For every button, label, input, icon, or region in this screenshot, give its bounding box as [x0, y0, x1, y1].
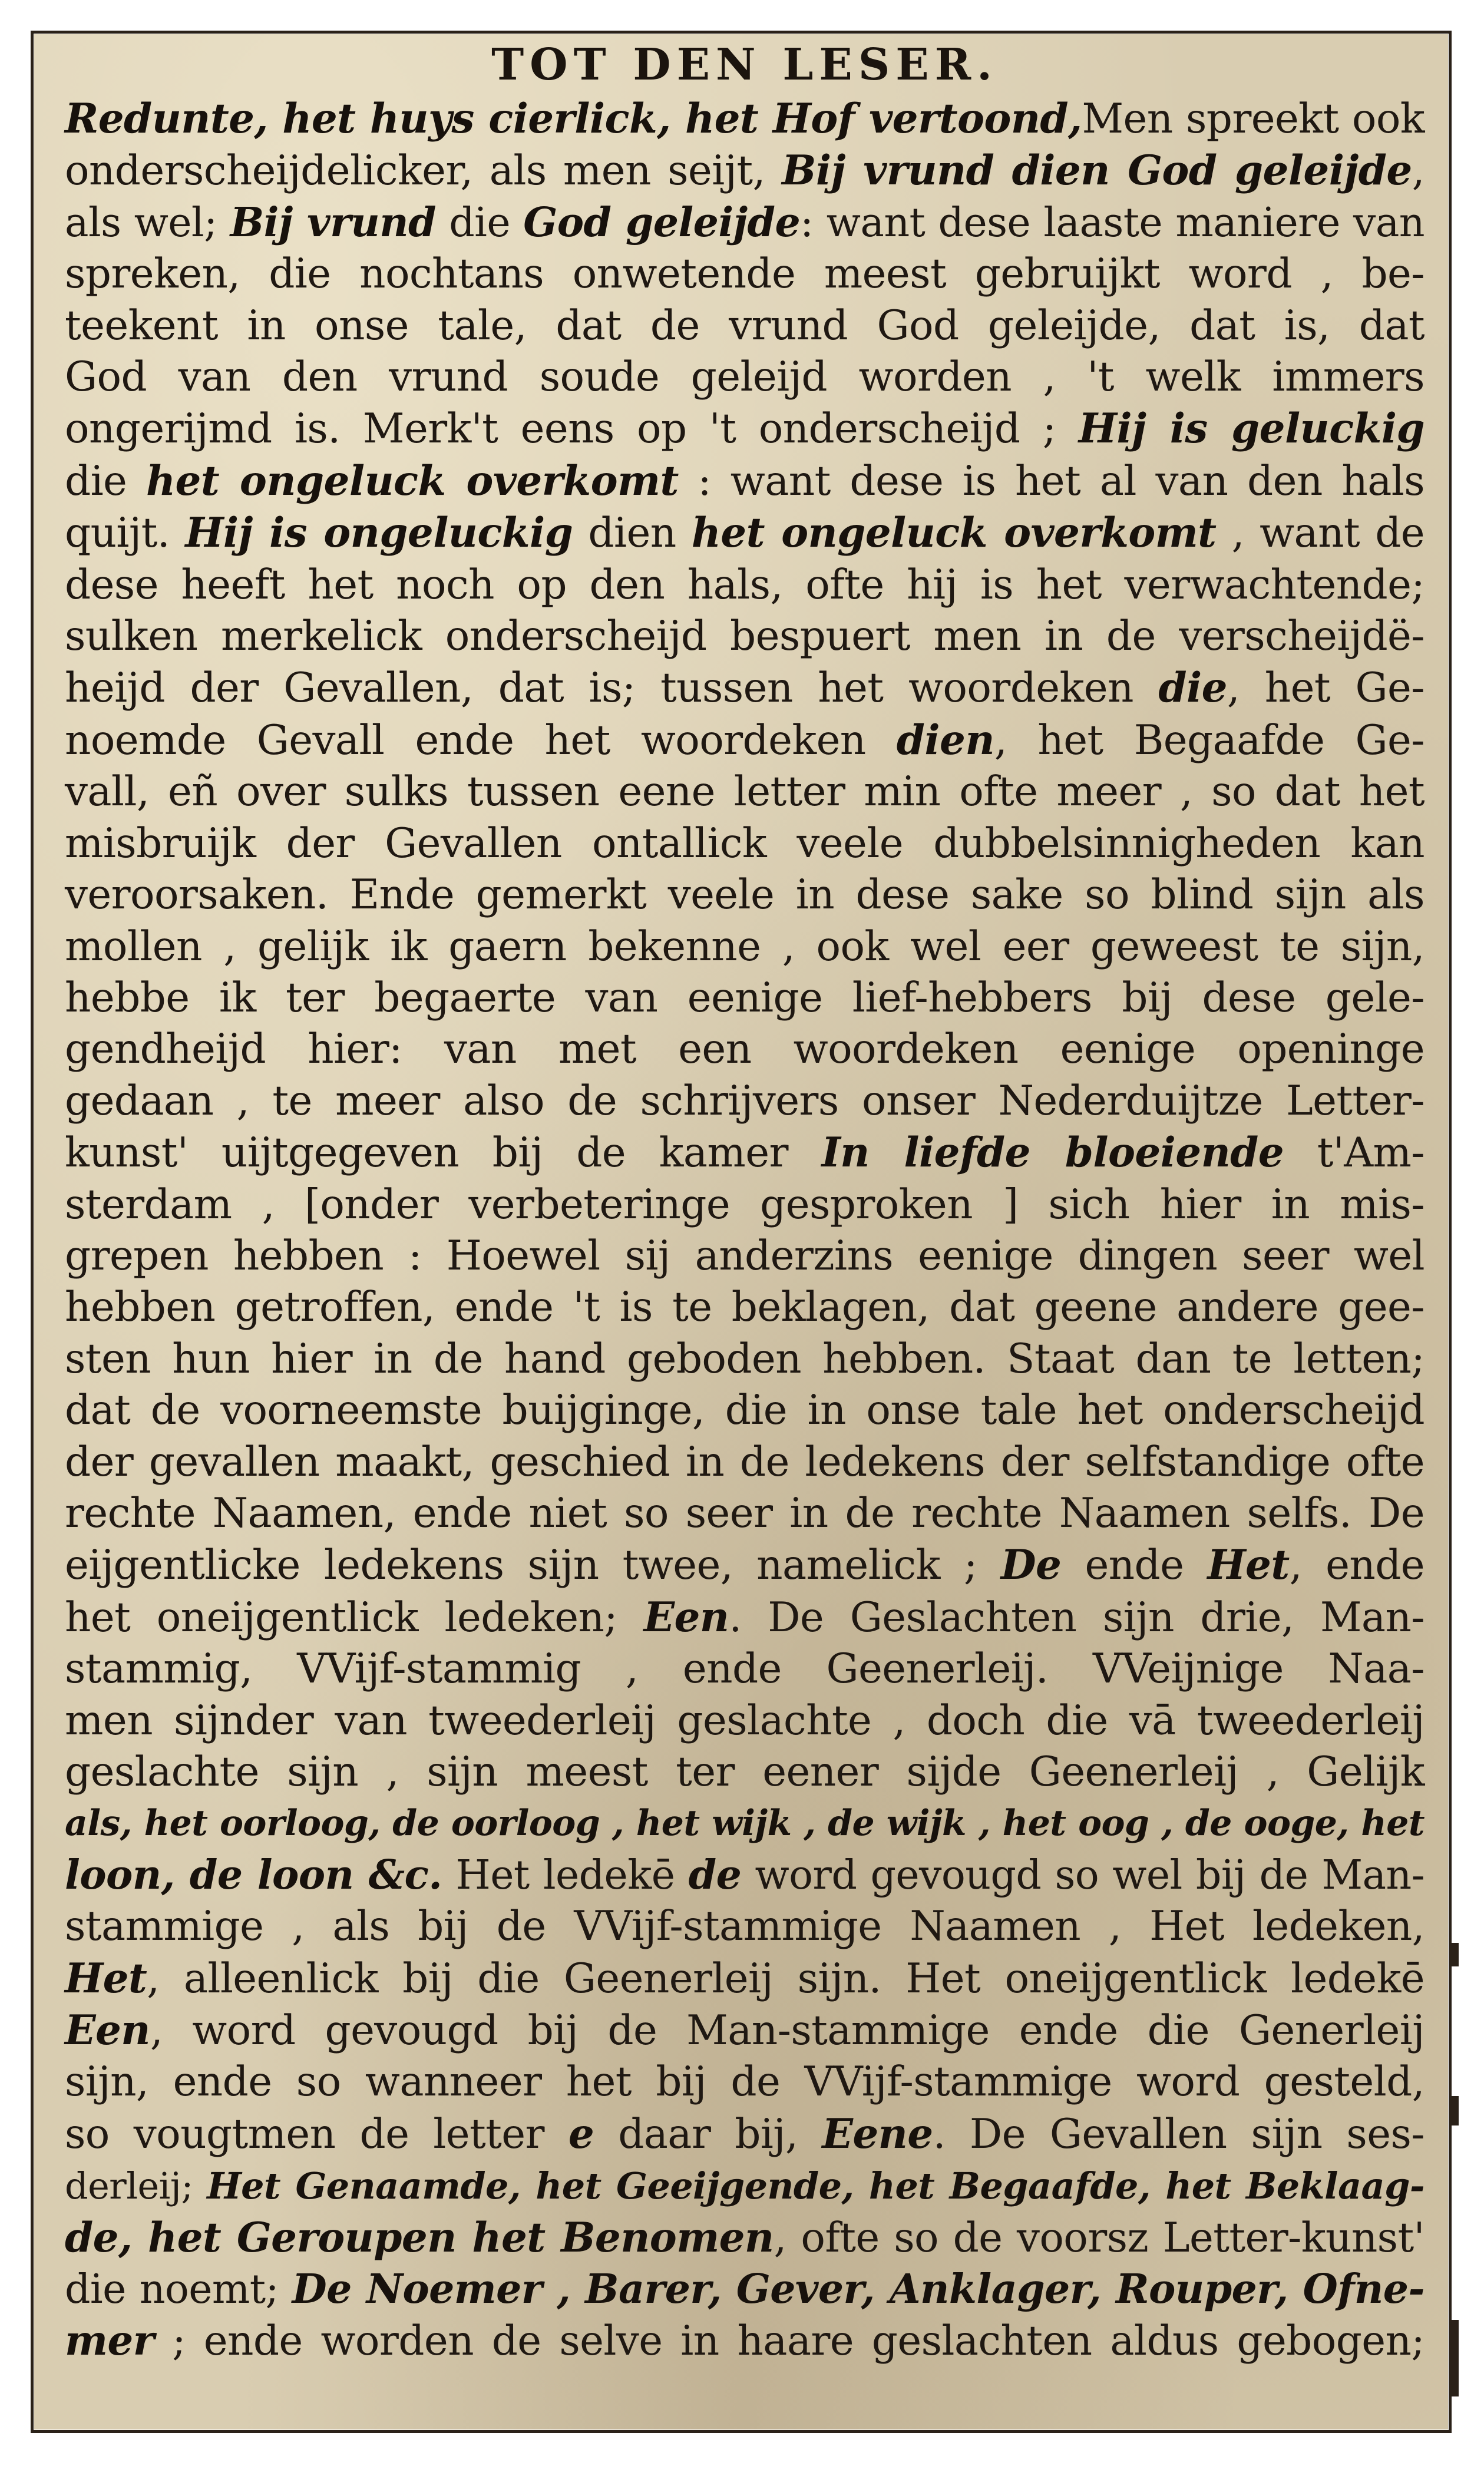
- text-run: der gevallen maakt, geschied in de ledekens der selfstandige ofte: [65, 1438, 1424, 1486]
- text-line: [65, 2315, 1424, 2367]
- text-line: [65, 921, 1424, 973]
- italic-run: Bij vrund dien God geleijde: [782, 147, 1412, 195]
- text-line: [65, 1644, 1424, 1695]
- text-line: [65, 715, 1424, 766]
- text-run: Het ledekē: [442, 1852, 689, 1899]
- text-run: Men spreekt ook: [1082, 95, 1424, 143]
- text-run: daar bij,: [594, 2110, 822, 2158]
- text-line: [65, 662, 1424, 714]
- text-run: dese heeft het noch op den hals, ofte hij is het verwachtende;: [65, 561, 1424, 609]
- italic-run: als, het oorloog, de oorloog , het wijk , de wijk , het oog , de ooge, het: [65, 1803, 1424, 1844]
- text-run: die noemt;: [65, 2266, 292, 2313]
- text-run: teekent in onse tale, dat de vrund God geleijde, dat is, dat: [65, 302, 1424, 349]
- text-line: [65, 197, 1424, 249]
- text-run: noemde Gevall ende het woordeken: [65, 716, 897, 764]
- text-run: ende: [1061, 1542, 1208, 1589]
- text-line: [65, 300, 1424, 352]
- text-run: rechte Naamen, ende niet so seer in de rechte Naamen selfs. De: [65, 1489, 1424, 1537]
- text-line: [65, 2005, 1424, 2057]
- body-text: [65, 93, 1424, 2368]
- text-run: geslachte sijn , sijn meest ter eener sijde Geenerleij , Gelijk: [65, 1748, 1424, 1796]
- text-line: [65, 1953, 1424, 2005]
- text-run: gendheijd hier: van met een woordeken eenige openinge: [65, 1026, 1424, 1073]
- text-run: eijgentlicke ledekens sijn twee, namelick ;: [65, 1542, 1001, 1589]
- italic-run: dien: [896, 716, 994, 764]
- italic-run: e: [568, 2110, 594, 2158]
- italic-run: Hij is geluckig: [1078, 405, 1424, 453]
- text-line: [65, 1282, 1424, 1333]
- text-run: so vougtmen de letter: [65, 2110, 569, 2158]
- text-run: dat de voorneemste buijginge, die in onse tale het onderscheijd: [65, 1387, 1424, 1434]
- text-run: als wel;: [65, 199, 230, 246]
- text-line: [65, 507, 1424, 559]
- italic-run: Bij vrund: [230, 199, 436, 246]
- page-edge-mark: [1450, 2096, 1459, 2125]
- italic-run: Een: [65, 2006, 150, 2055]
- text-run: hebbe ik ter begaerte van eenige lief-hebbers bij dese gele-: [65, 974, 1424, 1022]
- text-line: [65, 1024, 1424, 1075]
- text-line: [65, 2057, 1424, 2108]
- text-line: [65, 1901, 1424, 1952]
- text-run: mollen , gelijk ik gaern bekenne , ook wel eer geweest te sijn,: [65, 923, 1424, 970]
- italic-run: In liefde bloeiende: [821, 1129, 1284, 1177]
- italic-run: mer: [65, 2317, 154, 2365]
- text-run: ,: [1412, 147, 1424, 195]
- page-edge-mark: [1450, 1943, 1459, 1966]
- text-run: stammig, VVijf-stammig , ende Geenerleij. VVeijnige Naa-: [65, 1645, 1424, 1693]
- text-run: kunst' uijtgegeven bij de kamer: [65, 1129, 822, 1177]
- text-run: : want dese laaste maniere van: [800, 199, 1424, 246]
- text-run: . De Gevallen sijn ses-: [933, 2110, 1424, 2158]
- text-line: [65, 145, 1424, 197]
- text-line: [65, 1488, 1424, 1539]
- text-run: sterdam , [onder verbeteringe gesproken ] sich hier in mis-: [65, 1181, 1424, 1228]
- document-page: [34, 34, 1448, 2429]
- text-line: [65, 2212, 1424, 2264]
- text-line: [65, 1231, 1424, 1282]
- text-line: [65, 973, 1424, 1024]
- text-line: [65, 1179, 1424, 1231]
- text-line: [65, 766, 1424, 818]
- text-run: men sijnder van tweederleij geslachte , doch die vā tweederleij: [65, 1697, 1424, 1744]
- italic-run: De: [1000, 1541, 1062, 1589]
- text-line: [65, 2160, 1424, 2212]
- text-line: [65, 1850, 1424, 1901]
- text-run: dien: [573, 510, 692, 557]
- text-line: [65, 249, 1424, 300]
- text-run: : want dese is het al van den hals: [678, 457, 1425, 505]
- text-run: sten hun hier in de hand geboden hebben. Staat dan te letten;: [65, 1335, 1424, 1383]
- text-run: t'Am-: [1284, 1129, 1425, 1177]
- text-run: gedaan , te meer also de schrijvers onser Nederduijtze Letter-: [65, 1077, 1424, 1125]
- text-run: vall, eñ over sulks tussen eene letter min ofte meer , so dat het: [65, 768, 1424, 816]
- text-run: misbruijk der Gevallen ontallick veele dubbelsinnigheden kan: [65, 819, 1424, 867]
- text-run: heijd der Gevallen, dat is; tussen het woordeken: [65, 665, 1159, 712]
- text-run: God van den vrund soude geleijd worden , 't welk immers: [65, 353, 1424, 401]
- text-line: [65, 1695, 1424, 1747]
- running-head: TOT DEN LESER.: [491, 39, 998, 90]
- italic-run: de: [688, 1851, 742, 1899]
- italic-run: die: [1158, 664, 1227, 712]
- text-line: [65, 1334, 1424, 1385]
- text-run: ; ende worden de selve in haare geslachten aldus gebogen;: [154, 2318, 1424, 2365]
- text-line: [65, 818, 1424, 870]
- text-run: veroorsaken. Ende gemerkt veele in dese sake so blind sijn als: [65, 871, 1424, 919]
- italic-run: Hij is ongeluckig: [185, 509, 573, 557]
- italic-run: Het: [65, 1954, 147, 2002]
- text-run: , ofte so de voorsz Letter-kunst': [774, 2214, 1424, 2262]
- text-line: [65, 1798, 1424, 1849]
- text-run: , ende: [1289, 1542, 1424, 1589]
- text-run: word gevougd so wel bij de Man-: [741, 1852, 1424, 1899]
- italic-run: Eene: [822, 2110, 933, 2158]
- text-run: spreken, die nochtans onwetende meest gebruijkt word , be-: [65, 250, 1424, 298]
- text-run: onderscheijdelicker, als men seijt,: [65, 147, 782, 195]
- text-line: [65, 93, 1424, 145]
- text-line: [65, 1592, 1424, 1644]
- text-line: [65, 1127, 1424, 1179]
- italic-run: De Noemer , Barer, Gever, Anklager, Rouper, Ofne-: [292, 2266, 1424, 2313]
- text-line: [65, 1076, 1424, 1127]
- italic-run: het ongeluck overkomt: [691, 509, 1217, 557]
- text-run: , want de: [1216, 510, 1425, 557]
- text-line: [65, 870, 1424, 921]
- text-line: [65, 1747, 1424, 1798]
- text-run: sulken merkelick onderscheijd bespuert men in de verscheijdë-: [65, 613, 1424, 660]
- text-line: [65, 1385, 1424, 1436]
- text-line: [65, 1437, 1424, 1488]
- italic-run: Een: [643, 1593, 729, 1641]
- text-run: derleij;: [65, 2164, 207, 2208]
- text-run: die: [435, 199, 524, 246]
- text-run: ongerijmd is. Merk't eens op 't onderscheijd ;: [65, 405, 1079, 453]
- text-run: , het Ge-: [1227, 665, 1425, 712]
- page-edge-mark: [1450, 2320, 1459, 2396]
- text-run: die: [65, 457, 146, 505]
- text-run: quijt.: [65, 510, 186, 557]
- text-run: grepen hebben : Hoewel sij anderzins eenige dingen seer wel: [65, 1232, 1424, 1280]
- text-line: [65, 2264, 1424, 2315]
- italic-run: Het Genaamde, het Geeijgende, het Begaafde, het Beklaag-: [207, 2164, 1424, 2208]
- text-line: [65, 455, 1424, 507]
- italic-run: de, het Geroupen het Benomen: [65, 2213, 774, 2262]
- text-run: , alleenlick bij die Geenerleij sijn. Het oneijgentlick ledekē: [147, 1955, 1424, 2002]
- text-line: [65, 560, 1424, 611]
- italic-run: Het: [1207, 1541, 1290, 1589]
- text-run: , het Begaafde Ge-: [994, 716, 1425, 764]
- text-line: [65, 2108, 1424, 2160]
- text-run: , word gevougd bij de Man-stammige ende die Generleij: [150, 2007, 1424, 2055]
- text-line: [65, 1539, 1424, 1591]
- text-run: hebben getroffen, ende 't is te beklagen, dat geene andere gee-: [65, 1284, 1424, 1331]
- text-run: sijn, ende so wanneer het bij de VVijf-stammige word gesteld,: [65, 2058, 1424, 2106]
- text-line: [65, 403, 1424, 455]
- italic-run: God geleijde: [523, 199, 801, 246]
- italic-run: Redunte, het huys cierlick, het Hof vertoond,: [65, 95, 1082, 143]
- italic-run: loon, de loon &c.: [65, 1851, 442, 1899]
- text-run: stammige , als bij de VVijf-stammige Naamen , Het ledeken,: [65, 1903, 1424, 1951]
- italic-run: het ongeluck overkomt: [146, 457, 679, 505]
- text-run: het oneijgentlick ledeken;: [65, 1594, 644, 1641]
- text-line: [65, 611, 1424, 662]
- text-run: . De Geslachten sijn drie, Man-: [729, 1594, 1424, 1641]
- text-line: [65, 352, 1424, 403]
